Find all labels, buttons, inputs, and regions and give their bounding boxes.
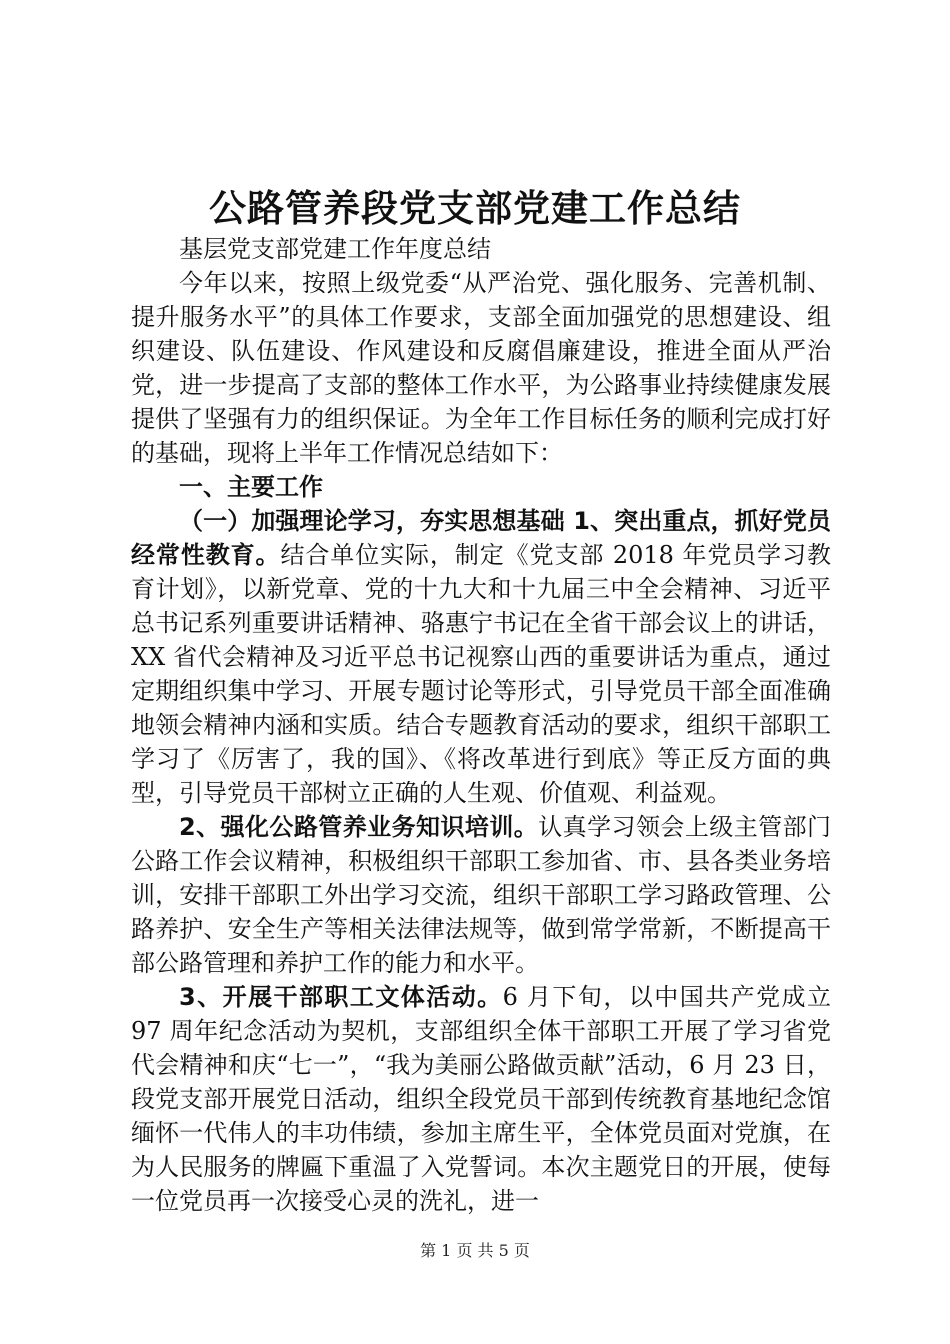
item2-heading: 2、强化公路管养业务知识培训。 [179, 813, 539, 841]
item1-heading: （一）加强理论学习，夯实思想基础 1、突出重点，抓好党员经常性教育。 [131, 507, 831, 569]
document-subtitle: 基层党支部党建工作年度总结 [179, 235, 491, 263]
document-title: 公路管养段党支部党建工作总结 [209, 187, 741, 230]
item3-paragraph [131, 980, 831, 1218]
item1-text: 结合单位实际，制定《党支部 2018 年党员学习教育计划》，以新党章、党的十九大和十九届三中全会精神、习近平总书记系列重要讲话精神、骆惠宁书记在全省干部会议上的讲话，XX 省代会精神及习近平总书记视察山西的重要讲话为重点，通过定期组织集中学习、开展专题讨论等形式，引导党员干部全面准确地领会精神内涵和实质。结合专题教育活动的要求，组织干部职工学习了《厉害了，我的国》、《将改革进行到底》等正反方面的典型，引导党员干部树立正确的人生观、价值观、利益观。 [131, 541, 832, 807]
item2-paragraph [131, 810, 831, 980]
item3-text: 6 月下旬，以中国共产党成立 97 周年纪念活动为契机，支部组织全体干部职工开展了学习省党代会精神和庆“七一”，“我为美丽公路做贡献”活动，6 月 23 日，段党支部开展党日活动，组织全段党员干部到传统教育基地纪念馆缅怀一代伟人的丰功伟绩，参加主席生平，全体党员面对党旗，在为人民服务的牌匾下重温了入党誓词。本次主题党日的开展，使每一位党员再一次接受心灵的洗礼，进一 [131, 983, 831, 1215]
document-body [131, 232, 831, 1218]
intro-paragraph: 今年以来，按照上级党委“从严治党、强化服务、完善机制、提升服务水平”的具体工作要求，支部全面加强党的思想建设、组织建设、队伍建设、作风建设和反腐倡廉建设，推进全面从严治党，进一步提高了支部的整体工作水平，为公路事业持续健康发展提供了坚强有力的组织保证。为全年工作目标任务的顺利完成打好的基础，现将上半年工作情况总结如下： [131, 269, 831, 467]
item3-heading: 3、开展干部职工文体活动。 [179, 983, 503, 1011]
section-heading-main-work: 一、主要工作 [179, 473, 323, 501]
page-footer: 第 1 页 共 5 页 [420, 1241, 530, 1260]
item2-text: 认真学习领会上级主管部门公路工作会议精神，积极组织干部职工参加省、市、县各类业务培训，安排干部职工外出学习交流，组织干部职工学习路政管理、公路养护、安全生产等相关法律法规等，做到常学常新，不断提高干部公路管理和养护工作的能力和水平。 [131, 813, 831, 977]
item1-paragraph [131, 504, 831, 810]
